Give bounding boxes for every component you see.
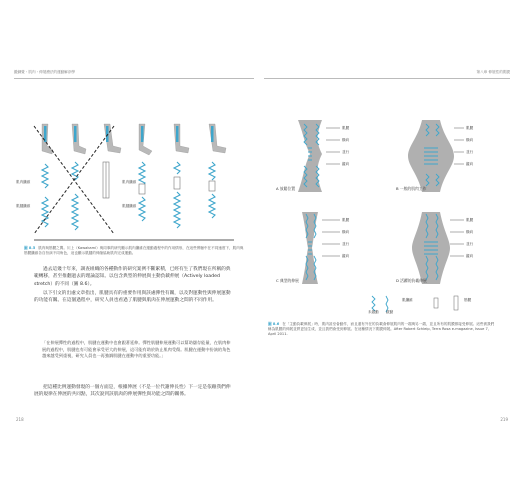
panel-b-label: B 一般的肌肉工作 [396, 186, 427, 191]
panel-d-tag-4: 縱向 [466, 254, 474, 258]
label-muscle-fiber-left: 肌肉纖維 [16, 180, 31, 184]
panel-d-tag-1: 肌膜 [466, 218, 474, 222]
panel-d-tag-2: 橫向 [466, 230, 474, 234]
figure-8-6-caption [268, 322, 496, 338]
figure-8-5-caption [24, 246, 244, 256]
panel-d-diagram [388, 210, 506, 286]
folio-right: 219 [500, 417, 508, 422]
panel-d [388, 210, 506, 286]
panel-a-tag-3: 並行 [342, 150, 350, 154]
panel-b [388, 118, 506, 194]
header-rule-right [264, 78, 510, 79]
closing-text [34, 384, 234, 401]
legend-muscle: 肌纖維 [402, 298, 413, 302]
body-text [34, 266, 234, 306]
paragraph-1: 過去這幾十年來，調查組織的各種動作的研究案例不斷累積，已經有生了我們現在所稱的典範轉移，甚至推翻過去的理論認知。以包含典型的伸展與主動負載伸展（Actively loaded stretch）的不同（圖 8.6）。 [34, 267, 231, 287]
panel-c-diagram [268, 210, 386, 286]
figure-8-5-caption-text: 肌肉與筋膜之間。川上（Kawakami）與同事的研究顯示肌肉纖維在運動過程中的作用情形，在這些實驗中在不同速度下，肌肉與筋膜纖維各自扮演不同角色，這也顯示肌腱的伸縮協助肌肉完成運動。 [24, 246, 244, 256]
paragraph-3: 把這種比例運動發現的一個方面是，根據伸展（不是一位代謝伸長性）下一定是依賴我們伸展的規律在伸展的共同點，其次說到該肌肉的伸展彈性與功能之間的關係。 [34, 385, 231, 398]
panel-a-tag-1: 肌膜 [342, 126, 350, 130]
running-head-right: 第八章 伸展性的肌膜 [476, 70, 510, 74]
left-page [14, 70, 254, 430]
figure-8-6-caption-text: 在「主動負載伸展」時，肌肉甚至會動作，而且還有外在的負載會伸展肌肉的一端與另一端，並且所有的肌膜都接受伸展。這些被我們稱為肌膜的伸展並將更加生成，並且我們會受到伸展。在這種情況下肌膜伸展。After Robert Schleip, Terra Rosa e-magazine, Issue 7, April 2011. [268, 322, 495, 337]
panel-a [268, 118, 386, 194]
figure-8-5-number: 圖 8.5 [24, 246, 36, 250]
panel-b-tag-4: 縱向 [466, 162, 474, 166]
paragraph-2: 以下引文的出處文章指出，肌腱具有的重要作用與該處彈性有關，以及對運動性與伸展運動的功能有關。在這個過程中，研究人員也看過了肌腱與肌肉在伸展運動之間的不同作用。 [34, 290, 231, 304]
legend-inactive: 未啟動 [368, 310, 379, 314]
figure-8-5 [16, 122, 244, 282]
label-fascia-left: 肌腱纖維 [16, 204, 31, 208]
legend-icons [364, 294, 504, 318]
panel-a-tag-4: 縱向 [342, 162, 350, 166]
panel-c-tag-4: 縱向 [342, 254, 350, 258]
legend-fascia: 筋膜 [464, 298, 472, 302]
folio-left: 218 [16, 417, 24, 422]
panel-a-tag-2: 橫向 [342, 138, 350, 142]
label-fascia-mid: 肌腱纖維 [122, 204, 137, 208]
panel-b-tag-1: 肌膜 [466, 126, 474, 130]
panel-a-label: A 放鬆位置 [276, 186, 295, 191]
header-rule-left [14, 78, 254, 79]
label-muscle-fiber-mid: 肌肉纖維 [122, 180, 137, 184]
panel-b-tag-3: 並行 [466, 150, 474, 154]
panel-c-tag-1: 肌膜 [342, 218, 350, 222]
figure-8-6-legend [364, 294, 504, 318]
block-quote: 「在伸展彈性的過程中，肌腱在運動中也會跟著延伸。彈性肌腱伸展運動可以幫助儲存能量，在肌肉伸展的過程中，肌腱也有可能會承受更大的伸展，這可能有助於防止肌肉受傷。肌腱在運動中扮演的角色越來越受到重視，研究人員也一再強調肌腱在運動中的重要功能。」 [42, 340, 231, 359]
panel-c-tag-2: 橫向 [342, 230, 350, 234]
panel-c-label: C 典型的伸展 [276, 278, 299, 283]
panel-c-tag-3: 並行 [342, 242, 350, 246]
panel-d-tag-3: 並行 [466, 242, 474, 246]
right-page [264, 70, 510, 430]
panel-b-tag-2: 橫向 [466, 138, 474, 142]
panel-c [268, 210, 386, 286]
panel-d-label: D 活躍的負載伸展 [396, 278, 427, 283]
running-head-left: 鍛鍊覺・肌肉・伸展療法的運動解剖學 [14, 70, 76, 74]
panel-b-diagram [388, 118, 506, 194]
legend-active: 啟動 [386, 310, 394, 314]
panel-a-diagram [268, 118, 386, 194]
figure-8-6-number: 圖 8.6 [268, 322, 280, 326]
